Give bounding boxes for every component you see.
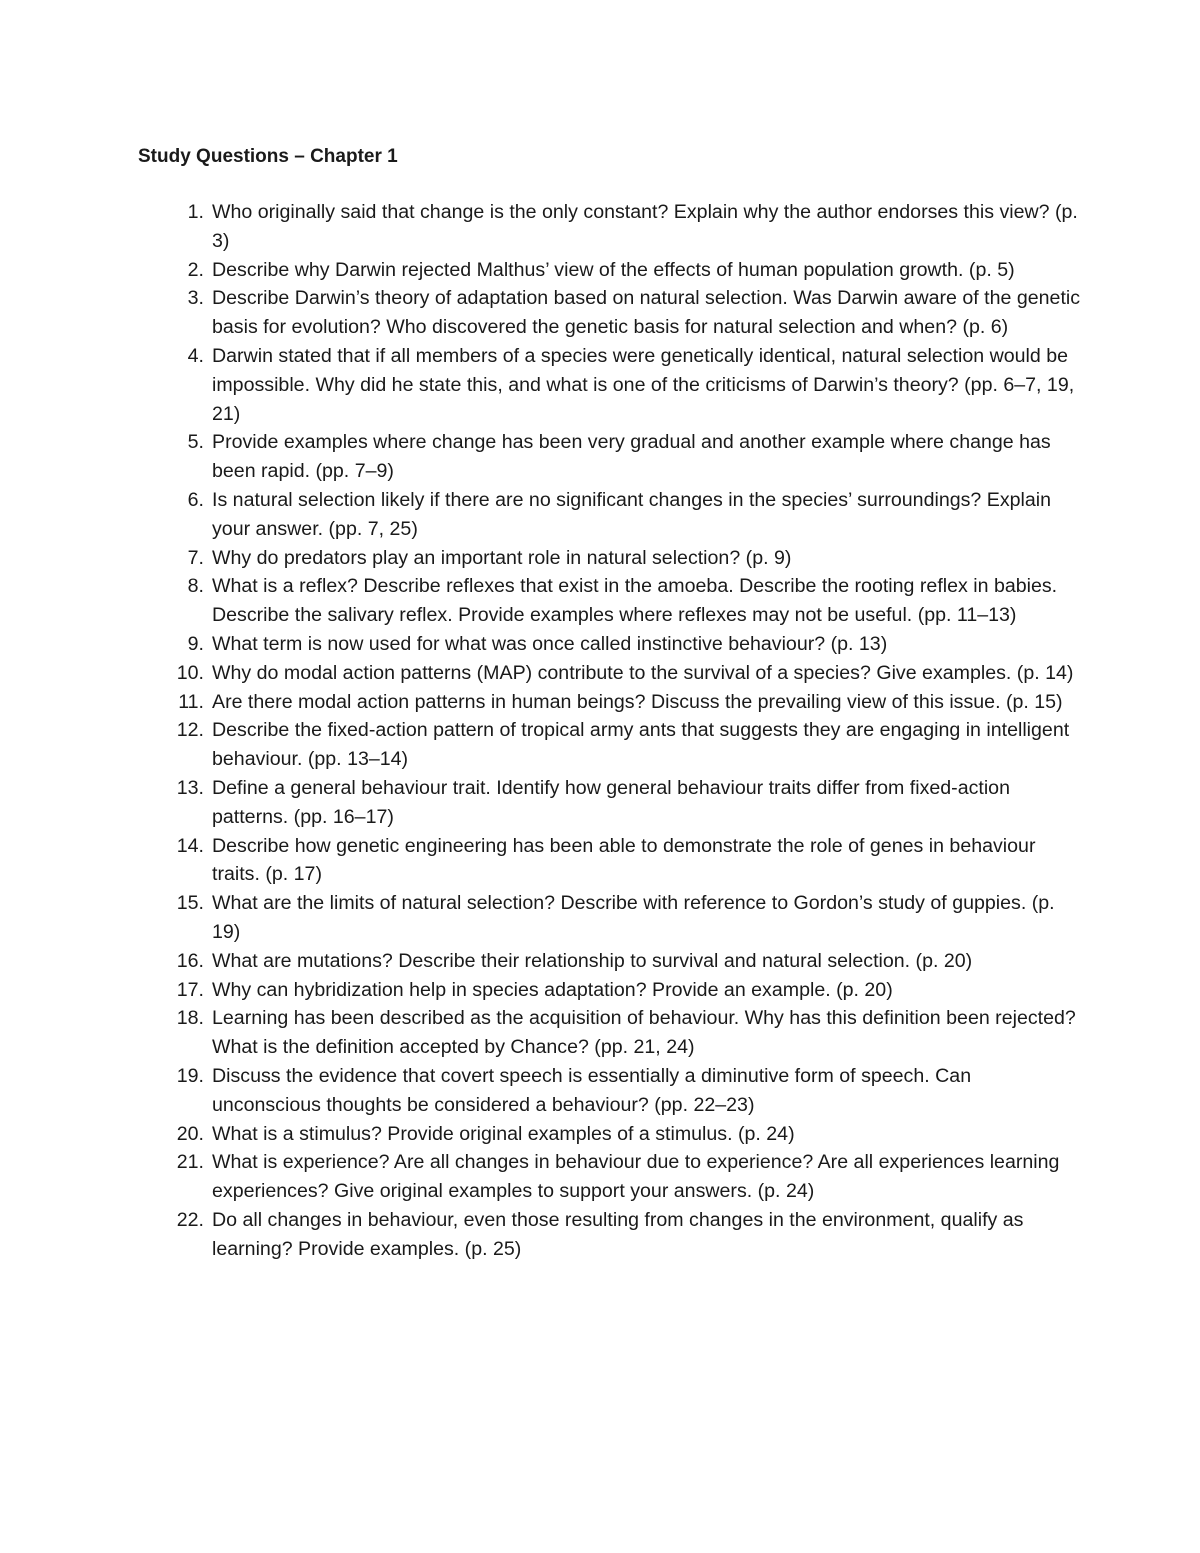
question-text: Provide examples where change has been very gradual and another example where change has been rapid. (pp. 7–9) xyxy=(212,431,1051,483)
question-text: Who originally said that change is the only constant? Explain why the author endorses this view? (p. 3) xyxy=(212,201,1078,252)
question-number: 13. xyxy=(176,776,204,799)
question-number: 8. xyxy=(187,575,204,598)
question-item xyxy=(0,1004,1082,1062)
question-number: 4. xyxy=(187,344,204,367)
question-text: What term is now used for what was once called instinctive behaviour? (p. 13) xyxy=(212,632,888,655)
question-item xyxy=(0,659,1082,688)
question-text: Why can hybridization help in species adaptation? Provide an example. (p. 20) xyxy=(212,978,893,1001)
question-text: Describe why Darwin rejected Malthus’ view of the effects of human population growth. (p. 5) xyxy=(212,258,1015,281)
question-item xyxy=(0,1148,1082,1206)
question-text: Describe Darwin’s theory of adaptation based on natural selection. Was Darwin aware of the genetic basis for evolution? Who discovered the genetic basis for natural selection and when? (p. 6) xyxy=(212,287,1081,339)
question-text: Is natural selection likely if there are no significant changes in the species’ surroundings? Explain your answer. (pp. 7, 25) xyxy=(212,488,1052,540)
question-text: Are there modal action patterns in human beings? Discuss the prevailing view of this issue. (p. 15) xyxy=(212,690,1063,713)
question-item xyxy=(0,716,1082,774)
question-text: Describe how genetic engineering has been able to demonstrate the role of genes in behaviour traits. (p. 17) xyxy=(212,834,1036,886)
question-text: Why do predators play an important role in natural selection? (p. 9) xyxy=(212,546,792,569)
question-item xyxy=(0,1120,1082,1149)
question-number: 7. xyxy=(187,546,204,569)
question-text: What is a reflex? Describe reflexes that exist in the amoeba. Describe the rooting reflex in babies. Describe the salivary reflex. Provide examples where reflexes may not be useful. (pp. 11–13) xyxy=(212,575,1058,627)
question-text: Learning has been described as the acquisition of behaviour. Why has this definition been rejected? What is the definition accepted by Chance? (pp. 21, 24) xyxy=(212,1007,1076,1059)
question-text: What is a stimulus? Provide original examples of a stimulus. (p. 24) xyxy=(212,1122,795,1145)
question-text: What are mutations? Describe their relationship to survival and natural selection. (p. 20) xyxy=(212,949,973,972)
question-text: What is experience? Are all changes in behaviour due to experience? Are all experiences learning experiences? Give original examples to support your answers. (p. 24) xyxy=(212,1151,1060,1203)
question-item xyxy=(0,1062,1082,1120)
question-text: Discuss the evidence that covert speech is essentially a diminutive form of speech. Can unconscious thoughts be considered a behaviour? (pp. 22–23) xyxy=(212,1064,972,1116)
question-number: 22. xyxy=(176,1208,204,1231)
question-item xyxy=(0,774,1082,832)
question-number: 6. xyxy=(187,488,204,511)
question-item xyxy=(0,256,1082,285)
question-number: 10. xyxy=(176,661,204,684)
question-item xyxy=(0,976,1082,1005)
question-item xyxy=(0,688,1082,717)
question-number: 3. xyxy=(187,287,204,310)
question-item xyxy=(0,947,1082,976)
question-item xyxy=(0,428,1082,486)
question-number: 5. xyxy=(187,431,204,454)
question-number: 1. xyxy=(187,201,204,223)
question-text: What are the limits of natural selection? Describe with reference to Gordon’s study of guppies. (p. 19) xyxy=(212,892,1055,943)
question-item xyxy=(0,832,1082,890)
question-number: 18. xyxy=(176,1007,204,1030)
question-item xyxy=(0,342,1082,428)
question-number: 15. xyxy=(176,892,204,915)
question-number: 17. xyxy=(176,978,204,1001)
question-item xyxy=(0,1206,1082,1264)
question-number: 16. xyxy=(176,949,204,972)
question-text: Darwin stated that if all members of a species were genetically identical, natural selection would be impossible. Why did he state this, and what is one of the criticisms of Darwin’s theory? (pp. 6–7, 19, 21) xyxy=(212,344,1075,425)
question-item xyxy=(0,486,1082,544)
question-number: 2. xyxy=(187,258,204,281)
question-number: 12. xyxy=(176,719,204,742)
question-text: Define a general behaviour trait. Identify how general behaviour traits differ from fixed-action patterns. (pp. 16–17) xyxy=(212,776,1010,828)
question-item xyxy=(0,572,1082,630)
question-list xyxy=(0,198,1200,1263)
question-number: 9. xyxy=(187,632,204,655)
page-title: Study Questions – Chapter 1 xyxy=(138,146,398,167)
question-item xyxy=(0,889,1082,947)
question-item xyxy=(0,198,1082,256)
question-text: Why do modal action patterns (MAP) contribute to the survival of a species? Give examples. (p. 14) xyxy=(212,661,1074,684)
question-text: Describe the fixed-action pattern of tropical army ants that suggests they are engaging in intelligent behaviour. (pp. 13–14) xyxy=(212,719,1070,771)
question-number: 19. xyxy=(176,1064,204,1087)
question-number: 20. xyxy=(176,1122,204,1145)
question-number: 11. xyxy=(178,690,204,713)
question-item xyxy=(0,630,1082,659)
question-number: 14. xyxy=(176,834,204,857)
question-text: Do all changes in behaviour, even those resulting from changes in the environment, qualify as learning? Provide examples. (p. 25) xyxy=(212,1208,1024,1260)
question-item xyxy=(0,284,1082,342)
question-item xyxy=(0,544,1082,573)
question-number: 21. xyxy=(176,1151,204,1174)
